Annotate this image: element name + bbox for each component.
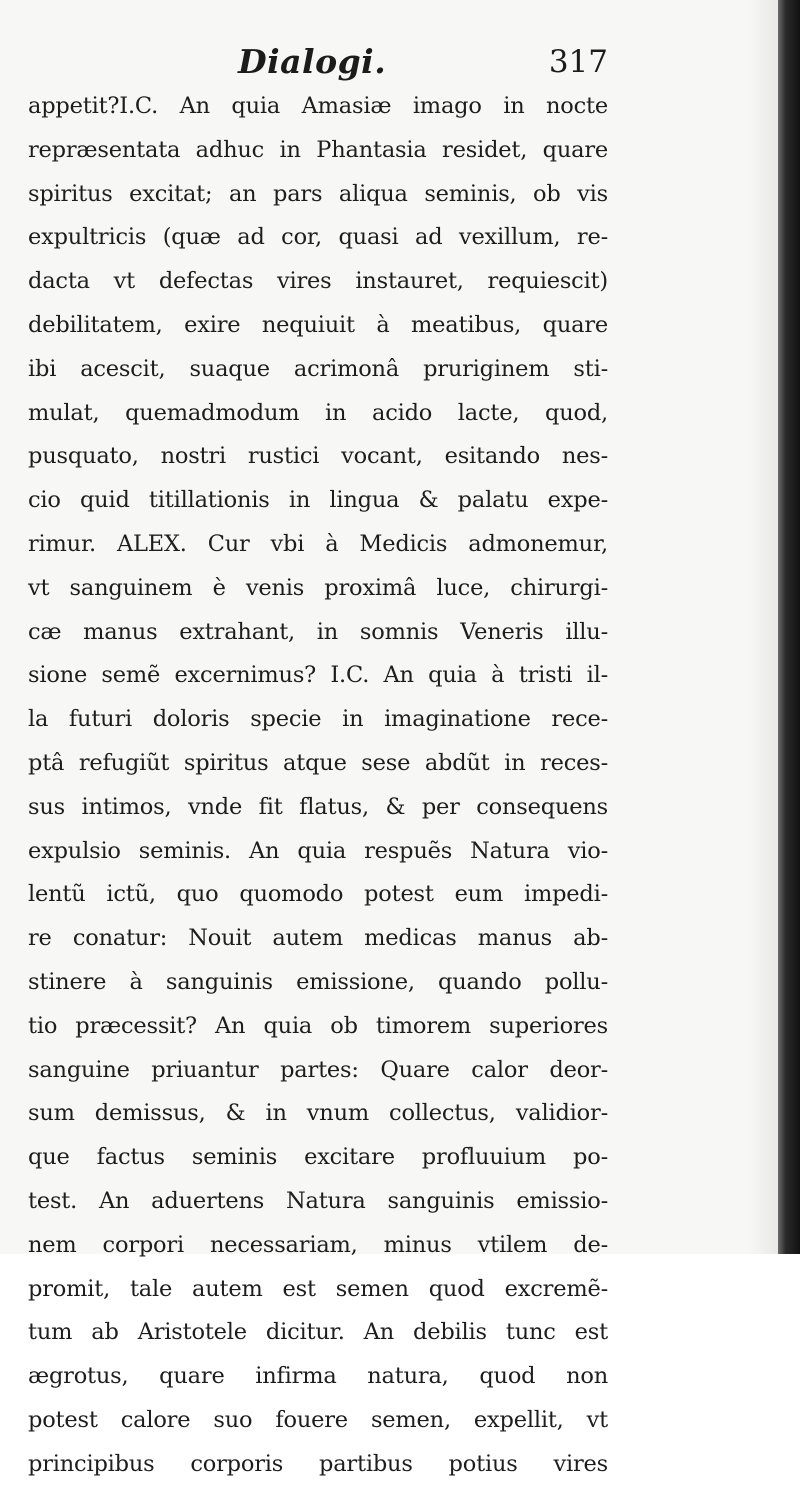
book-binding-edge bbox=[778, 0, 800, 1254]
text-line: nem corpori necessariam, minus vtilem de- bbox=[28, 1231, 608, 1258]
text-line: expultricis (quæ ad cor, quasi ad vexillum, re- bbox=[28, 224, 608, 251]
text-line: sione semẽ excernimus? I.C. An quia à tristi il- bbox=[28, 662, 608, 689]
text-line: promit, tale autem est semen quod excremẽ- bbox=[28, 1275, 608, 1302]
text-line: cio quid titillationis in lingua & palatu expe- bbox=[28, 487, 608, 514]
text-line: dacta vt defectas vires instauret, requiescit) bbox=[28, 268, 608, 295]
text-line: debilitatem, exire nequiuit à meatibus, quare bbox=[28, 311, 608, 338]
text-line: sanguine priuantur partes: Quare calor deor- bbox=[28, 1056, 608, 1083]
text-line: rimur. ALEX. Cur vbi à Medicis admonemur, bbox=[28, 530, 608, 557]
text-line: que factus seminis excitare profluuium po- bbox=[28, 1144, 608, 1171]
text-line: appetit?I.C. An quia Amasiæ imago in nocte bbox=[28, 93, 608, 119]
text-line: principibus corporis partibus potius vires bbox=[28, 1450, 608, 1477]
page-edge-shadow bbox=[748, 0, 778, 1254]
text-line: la futuri doloris specie in imaginatione rece- bbox=[28, 706, 608, 733]
text-line: cæ manus extrahant, in somnis Veneris illu- bbox=[28, 618, 608, 645]
text-line: potest calore suo fouere semen, expellit, vt bbox=[28, 1406, 608, 1433]
text-line: ibi acescit, suaque acrimonâ pruriginem sti- bbox=[28, 355, 608, 382]
text-line: tum ab Aristotele dicitur. An debilis tunc est bbox=[28, 1319, 608, 1346]
text-line: expulsio seminis. An quia respuẽs Natura vio- bbox=[28, 837, 608, 864]
text-line: vt sanguinem è venis proximâ luce, chirurgi- bbox=[28, 574, 608, 601]
page-number: 317 bbox=[548, 44, 608, 80]
text-line: ptâ refugiũt spiritus atque sese abdũt in reces- bbox=[28, 749, 608, 776]
running-title: Dialogi. bbox=[238, 42, 387, 81]
body-text bbox=[28, 85, 608, 1487]
text-line: sus intimos, vnde fit flatus, & per consequens bbox=[28, 793, 608, 820]
text-line: test. An aduertens Natura sanguinis emissio- bbox=[28, 1187, 608, 1214]
text-line: lentũ ictũ, quo quomodo potest eum impedi- bbox=[28, 881, 608, 908]
text-line: repræsentata adhuc in Phantasia residet, quare bbox=[28, 136, 608, 163]
text-line: stinere à sanguinis emissione, quando pollu- bbox=[28, 968, 608, 995]
text-line: spiritus excitat; an pars aliqua seminis, ob vis bbox=[28, 180, 608, 207]
text-line: sum demissus, & in vnum collectus, validior- bbox=[28, 1100, 608, 1127]
text-line: ægrotus, quare infirma natura, quod non bbox=[28, 1363, 608, 1390]
text-line: mulat, quemadmodum in acido lacte, quod, bbox=[28, 399, 608, 426]
text-line: pusquato, nostri rustici vocant, esitando nes- bbox=[28, 443, 608, 470]
text-line: re conatur: Nouit autem medicas manus ab- bbox=[28, 925, 608, 952]
text-line: tio præcessit? An quia ob timorem superiores bbox=[28, 1012, 608, 1039]
